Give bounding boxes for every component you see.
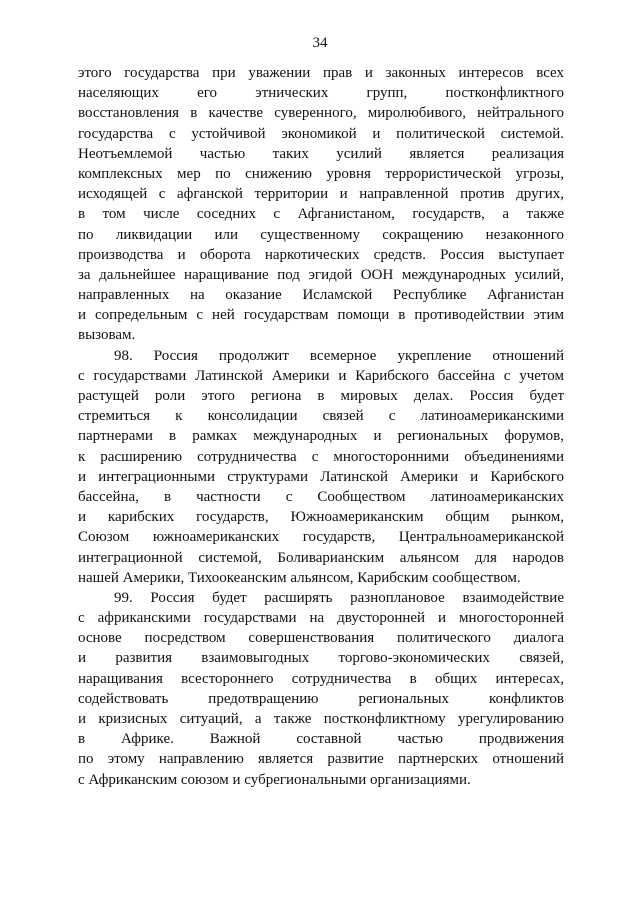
text-line: и сопредельным с ней государствам помощи в противодействии этим — [78, 307, 564, 324]
text-line: комплексных мер по снижению уровня террористической угрозы, — [78, 165, 564, 182]
paragraph-item-98 — [78, 346, 564, 588]
text-line: 99. Россия будет расширять разноплановое взаимодействие — [114, 589, 564, 606]
text-line: по ликвидации или существенному сокращению незаконного — [78, 226, 564, 243]
text-line: с африканскими государствами на двусторонней и многосторонней — [78, 610, 564, 627]
text-line: партнерами в рамках международных и региональных форумов, — [78, 428, 564, 445]
text-line: Неотъемлемой частью таких усилий является реализация — [78, 145, 564, 162]
text-line: растущей роли этого региона в мировых делах. Россия будет — [78, 388, 564, 404]
text-line: с государствами Латинской Америки и Карибского бассейна с учетом — [78, 367, 564, 384]
text-line: с Африканским союзом и субрегиональными организациями. — [78, 771, 471, 788]
text-line: и карибских государств, Южноамериканским общим рынком, — [78, 509, 564, 526]
text-line: к расширению сотрудничества с многосторонними объединениями — [78, 448, 564, 465]
text-line: исходящей с афганской территории и направленной против других, — [78, 186, 564, 203]
text-line: восстановления в качестве суверенного, миролюбивого, нейтрального — [78, 105, 564, 122]
text-line: нашей Америки, Тихоокеанским альянсом, Карибским сообществом. — [78, 569, 521, 586]
text-line: наращивания всестороннего сотрудничества в общих интересах, — [78, 670, 564, 687]
text-line: населяющих его этнических групп, постконфликтного — [78, 85, 564, 102]
text-line: за дальнейшее наращивание под эгидой ООН международных усилий, — [78, 266, 564, 283]
text-line: основе посредством совершенствования политического диалога — [78, 630, 564, 647]
text-line: в том числе соседних с Афганистаном, государств, а также — [78, 206, 564, 223]
paragraph-continuation — [78, 63, 564, 346]
text-line: стремиться к консолидации связей с латиноамериканскими — [78, 408, 564, 425]
text-line: вызовам. — [78, 327, 136, 344]
text-line: этого государства при уважении прав и законных интересов всех — [78, 65, 564, 81]
text-line: 98. Россия продолжит всемерное укрепление отношений — [114, 347, 564, 364]
document-body — [78, 63, 564, 790]
page-number: 34 — [312, 35, 328, 51]
text-line: по этому направлению является развитие партнерских отношений — [78, 751, 564, 768]
text-line: и кризисных ситуаций, а также постконфликтному урегулированию — [78, 711, 564, 727]
text-line: и развития взаимовыгодных торгово-экономических связей, — [78, 650, 564, 667]
text-line: производства и оборота наркотических средств. Россия выступает — [78, 246, 564, 263]
text-line: государства с устойчивой экономикой и политической системой. — [78, 125, 564, 142]
paragraph-item-99 — [78, 588, 564, 790]
text-line: бассейна, в частности с Сообществом латиноамериканских — [78, 488, 564, 505]
text-line: и интеграционными структурами Латинской Америки и Карибского — [78, 468, 564, 485]
text-line: Союзом южноамериканских государств, Центральноамериканской — [78, 529, 564, 546]
text-line: в Африке. Важной составной частью продвижения — [78, 731, 564, 748]
text-line: направленных на оказание Исламской Республике Афганистан — [78, 287, 564, 304]
text-line: содействовать предотвращению региональных конфликтов — [78, 690, 564, 707]
text-line: интеграционной системой, Боливарианским альянсом для народов — [78, 549, 564, 566]
